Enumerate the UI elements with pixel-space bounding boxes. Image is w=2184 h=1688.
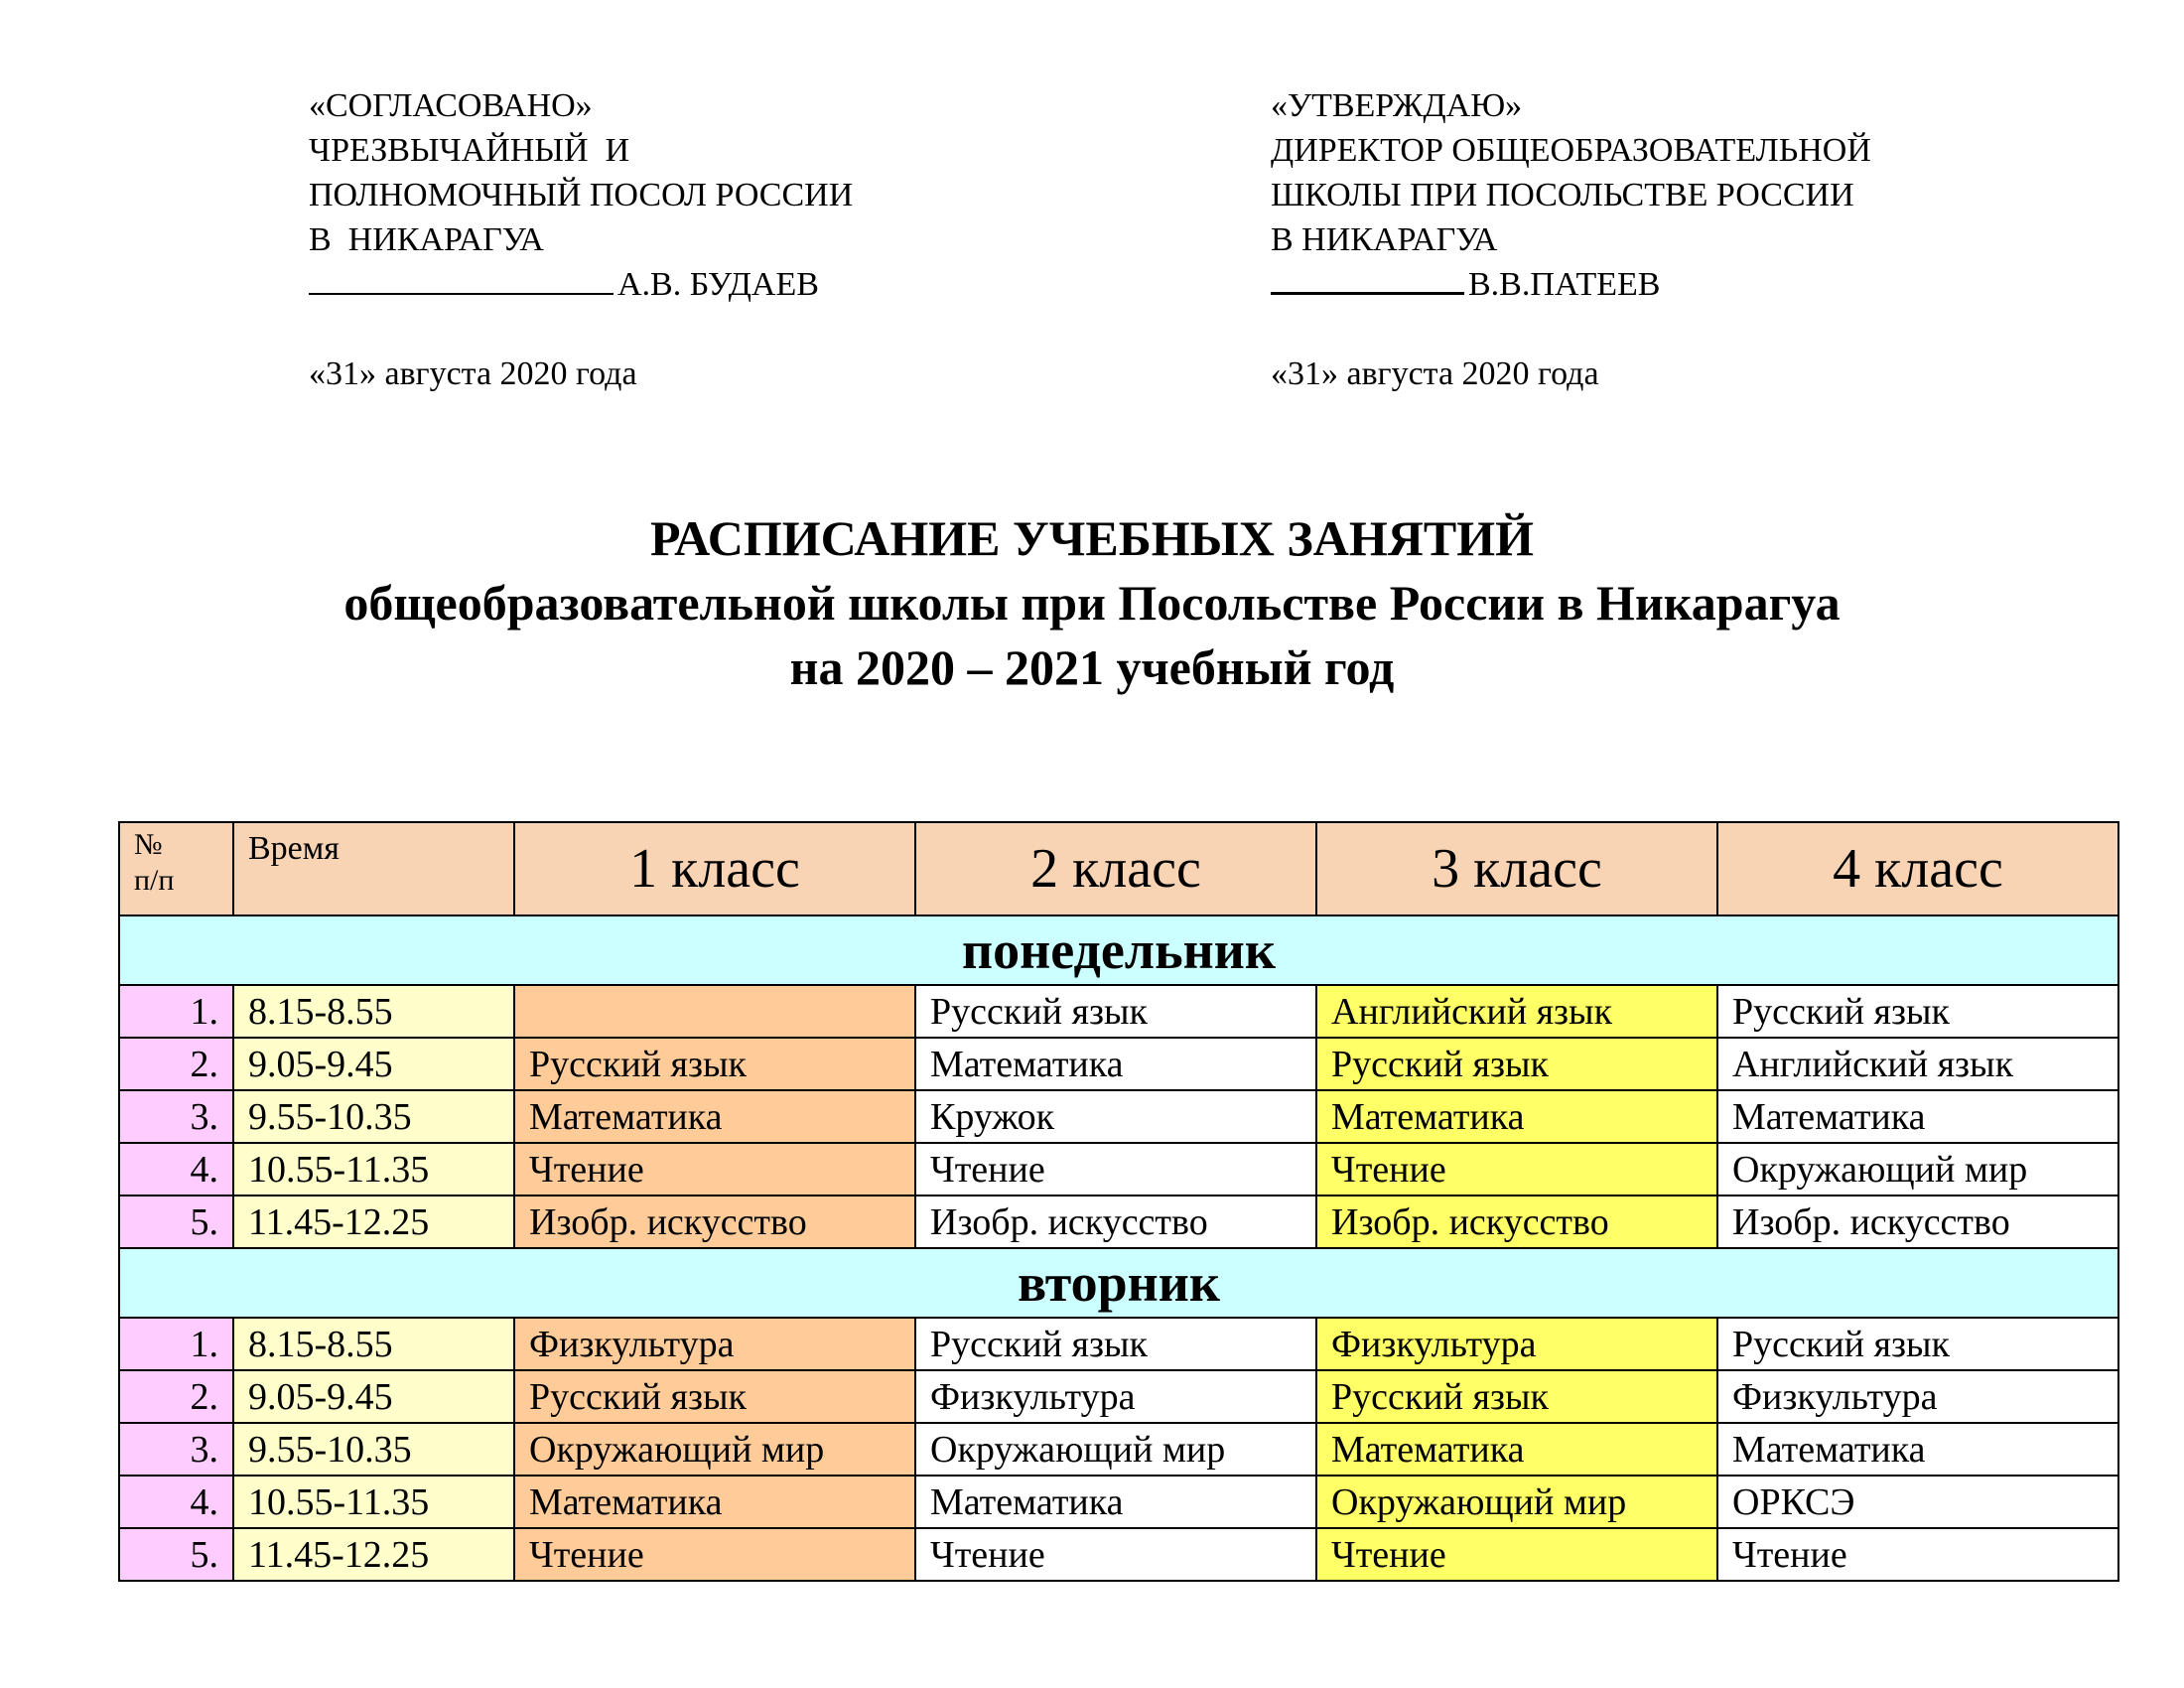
row-number: 1.	[119, 985, 233, 1038]
row-number: 5.	[119, 1196, 233, 1248]
table-row	[119, 1370, 2118, 1423]
signature-line	[309, 262, 853, 307]
row-time: 10.55-11.35	[233, 1476, 514, 1528]
row-time: 8.15-8.55	[233, 1318, 514, 1370]
approval-line-3: В НИКАРАГУА	[309, 221, 544, 258]
class-1-subject: Русский язык	[514, 1038, 915, 1090]
table-row	[119, 1318, 2118, 1370]
approval-line-1: ЧРЕЗВЫЧАЙНЫЙ И	[309, 132, 630, 169]
class-3-subject: Физкультура	[1316, 1318, 1717, 1370]
table-row	[119, 1038, 2118, 1090]
header-class-4: 4 класс	[1717, 822, 2118, 915]
row-time: 9.55-10.35	[233, 1090, 514, 1143]
class-1-subject	[514, 985, 915, 1038]
signatory-name: В.В.ПАТЕЕВ	[1468, 266, 1661, 303]
class-4-subject: Английский язык	[1717, 1038, 2118, 1090]
schedule-table	[118, 821, 2119, 1582]
class-3-subject: Изобр. искусство	[1316, 1196, 1717, 1248]
row-time: 11.45-12.25	[233, 1528, 514, 1581]
header-class-2: 2 класс	[915, 822, 1316, 915]
row-number: 1.	[119, 1318, 233, 1370]
signature-underline	[309, 263, 614, 295]
class-4-subject: Физкультура	[1717, 1370, 2118, 1423]
class-2-subject: Чтение	[915, 1143, 1316, 1196]
row-time: 9.55-10.35	[233, 1423, 514, 1476]
row-number: 3.	[119, 1090, 233, 1143]
class-3-subject: Окружающий мир	[1316, 1476, 1717, 1528]
class-4-subject: Окружающий мир	[1717, 1143, 2118, 1196]
class-4-subject: Математика	[1717, 1423, 2118, 1476]
signatory-name: А.В. БУДАЕВ	[617, 266, 819, 303]
signature-line	[1271, 262, 1871, 307]
table-row	[119, 1423, 2118, 1476]
title-line-1: РАСПИСАНИЕ УЧЕБНЫХ ЗАНЯТИЙ	[649, 510, 1535, 566]
header-row	[119, 822, 2118, 915]
table-row	[119, 1090, 2118, 1143]
class-2-subject: Математика	[915, 1038, 1316, 1090]
approval-block-agreed	[309, 83, 853, 396]
header-class-1: 1 класс	[514, 822, 915, 915]
class-4-subject: Русский язык	[1717, 1318, 2118, 1370]
approval-line-1: ДИРЕКТОР ОБЩЕОБРАЗОВАТЕЛЬНОЙ	[1271, 132, 1871, 169]
class-4-subject: ОРКСЭ	[1717, 1476, 2118, 1528]
class-3-subject: Русский язык	[1316, 1370, 1717, 1423]
table-row	[119, 1196, 2118, 1248]
day-row-monday	[119, 915, 2118, 985]
class-1-subject: Русский язык	[514, 1370, 915, 1423]
approval-block-approved	[1271, 83, 1871, 396]
class-3-subject: Математика	[1316, 1423, 1717, 1476]
row-time: 10.55-11.35	[233, 1143, 514, 1196]
table-row	[119, 985, 2118, 1038]
header-number	[119, 822, 233, 915]
class-3-subject: Русский язык	[1316, 1038, 1717, 1090]
class-3-subject: Чтение	[1316, 1528, 1717, 1581]
class-2-subject: Русский язык	[915, 985, 1316, 1038]
header-number-bottom: п/п	[134, 864, 175, 897]
row-number: 4.	[119, 1476, 233, 1528]
row-number: 3.	[119, 1423, 233, 1476]
class-3-subject: Чтение	[1316, 1143, 1717, 1196]
day-row-tuesday	[119, 1248, 2118, 1318]
class-1-subject: Изобр. искусство	[514, 1196, 915, 1248]
class-2-subject: Изобр. искусство	[915, 1196, 1316, 1248]
row-number: 5.	[119, 1528, 233, 1581]
approval-date: «31» августа 2020 года	[1271, 355, 1599, 392]
table-row	[119, 1143, 2118, 1196]
row-time: 9.05-9.45	[233, 1370, 514, 1423]
class-2-subject: Окружающий мир	[915, 1423, 1316, 1476]
class-2-subject: Математика	[915, 1476, 1316, 1528]
class-4-subject: Чтение	[1717, 1528, 2118, 1581]
class-1-subject: Математика	[514, 1090, 915, 1143]
approval-title: «СОГЛАСОВАНО»	[309, 87, 593, 124]
table-row	[119, 1528, 2118, 1581]
class-1-subject: Чтение	[514, 1143, 915, 1196]
header-number-top: №	[134, 828, 163, 861]
approval-line-2: ПОЛНОМОЧНЫЙ ПОСОЛ РОССИИ	[309, 177, 854, 213]
document-title	[0, 506, 2184, 700]
class-1-subject: Чтение	[514, 1528, 915, 1581]
day-label: понедельник	[119, 915, 2118, 985]
row-number: 2.	[119, 1038, 233, 1090]
class-2-subject: Физкультура	[915, 1370, 1316, 1423]
row-time: 8.15-8.55	[233, 985, 514, 1038]
header-time: Время	[233, 822, 514, 915]
title-line-3: на 2020 – 2021 учебный год	[789, 639, 1395, 695]
approval-line-3: В НИКАРАГУА	[1271, 221, 1498, 258]
row-number: 4.	[119, 1143, 233, 1196]
signature-underline	[1271, 262, 1464, 295]
class-4-subject: Изобр. искусство	[1717, 1196, 2118, 1248]
title-line-2: общеобразовательной школы при Посольстве России в Никарагуа	[343, 575, 1841, 631]
row-time: 11.45-12.25	[233, 1196, 514, 1248]
class-2-subject: Чтение	[915, 1528, 1316, 1581]
class-2-subject: Кружок	[915, 1090, 1316, 1143]
day-label: вторник	[119, 1248, 2118, 1318]
header-class-3: 3 класс	[1316, 822, 1717, 915]
row-time: 9.05-9.45	[233, 1038, 514, 1090]
approval-date: «31» августа 2020 года	[309, 355, 637, 392]
class-1-subject: Физкультура	[514, 1318, 915, 1370]
class-2-subject: Русский язык	[915, 1318, 1316, 1370]
class-1-subject: Математика	[514, 1476, 915, 1528]
table-row	[119, 1476, 2118, 1528]
class-4-subject: Русский язык	[1717, 985, 2118, 1038]
row-number: 2.	[119, 1370, 233, 1423]
approval-line-2: ШКОЛЫ ПРИ ПОСОЛЬСТВЕ РОССИИ	[1271, 177, 1854, 213]
class-3-subject: Английский язык	[1316, 985, 1717, 1038]
class-4-subject: Математика	[1717, 1090, 2118, 1143]
approval-title: «УТВЕРЖДАЮ»	[1271, 87, 1523, 124]
class-3-subject: Математика	[1316, 1090, 1717, 1143]
class-1-subject: Окружающий мир	[514, 1423, 915, 1476]
